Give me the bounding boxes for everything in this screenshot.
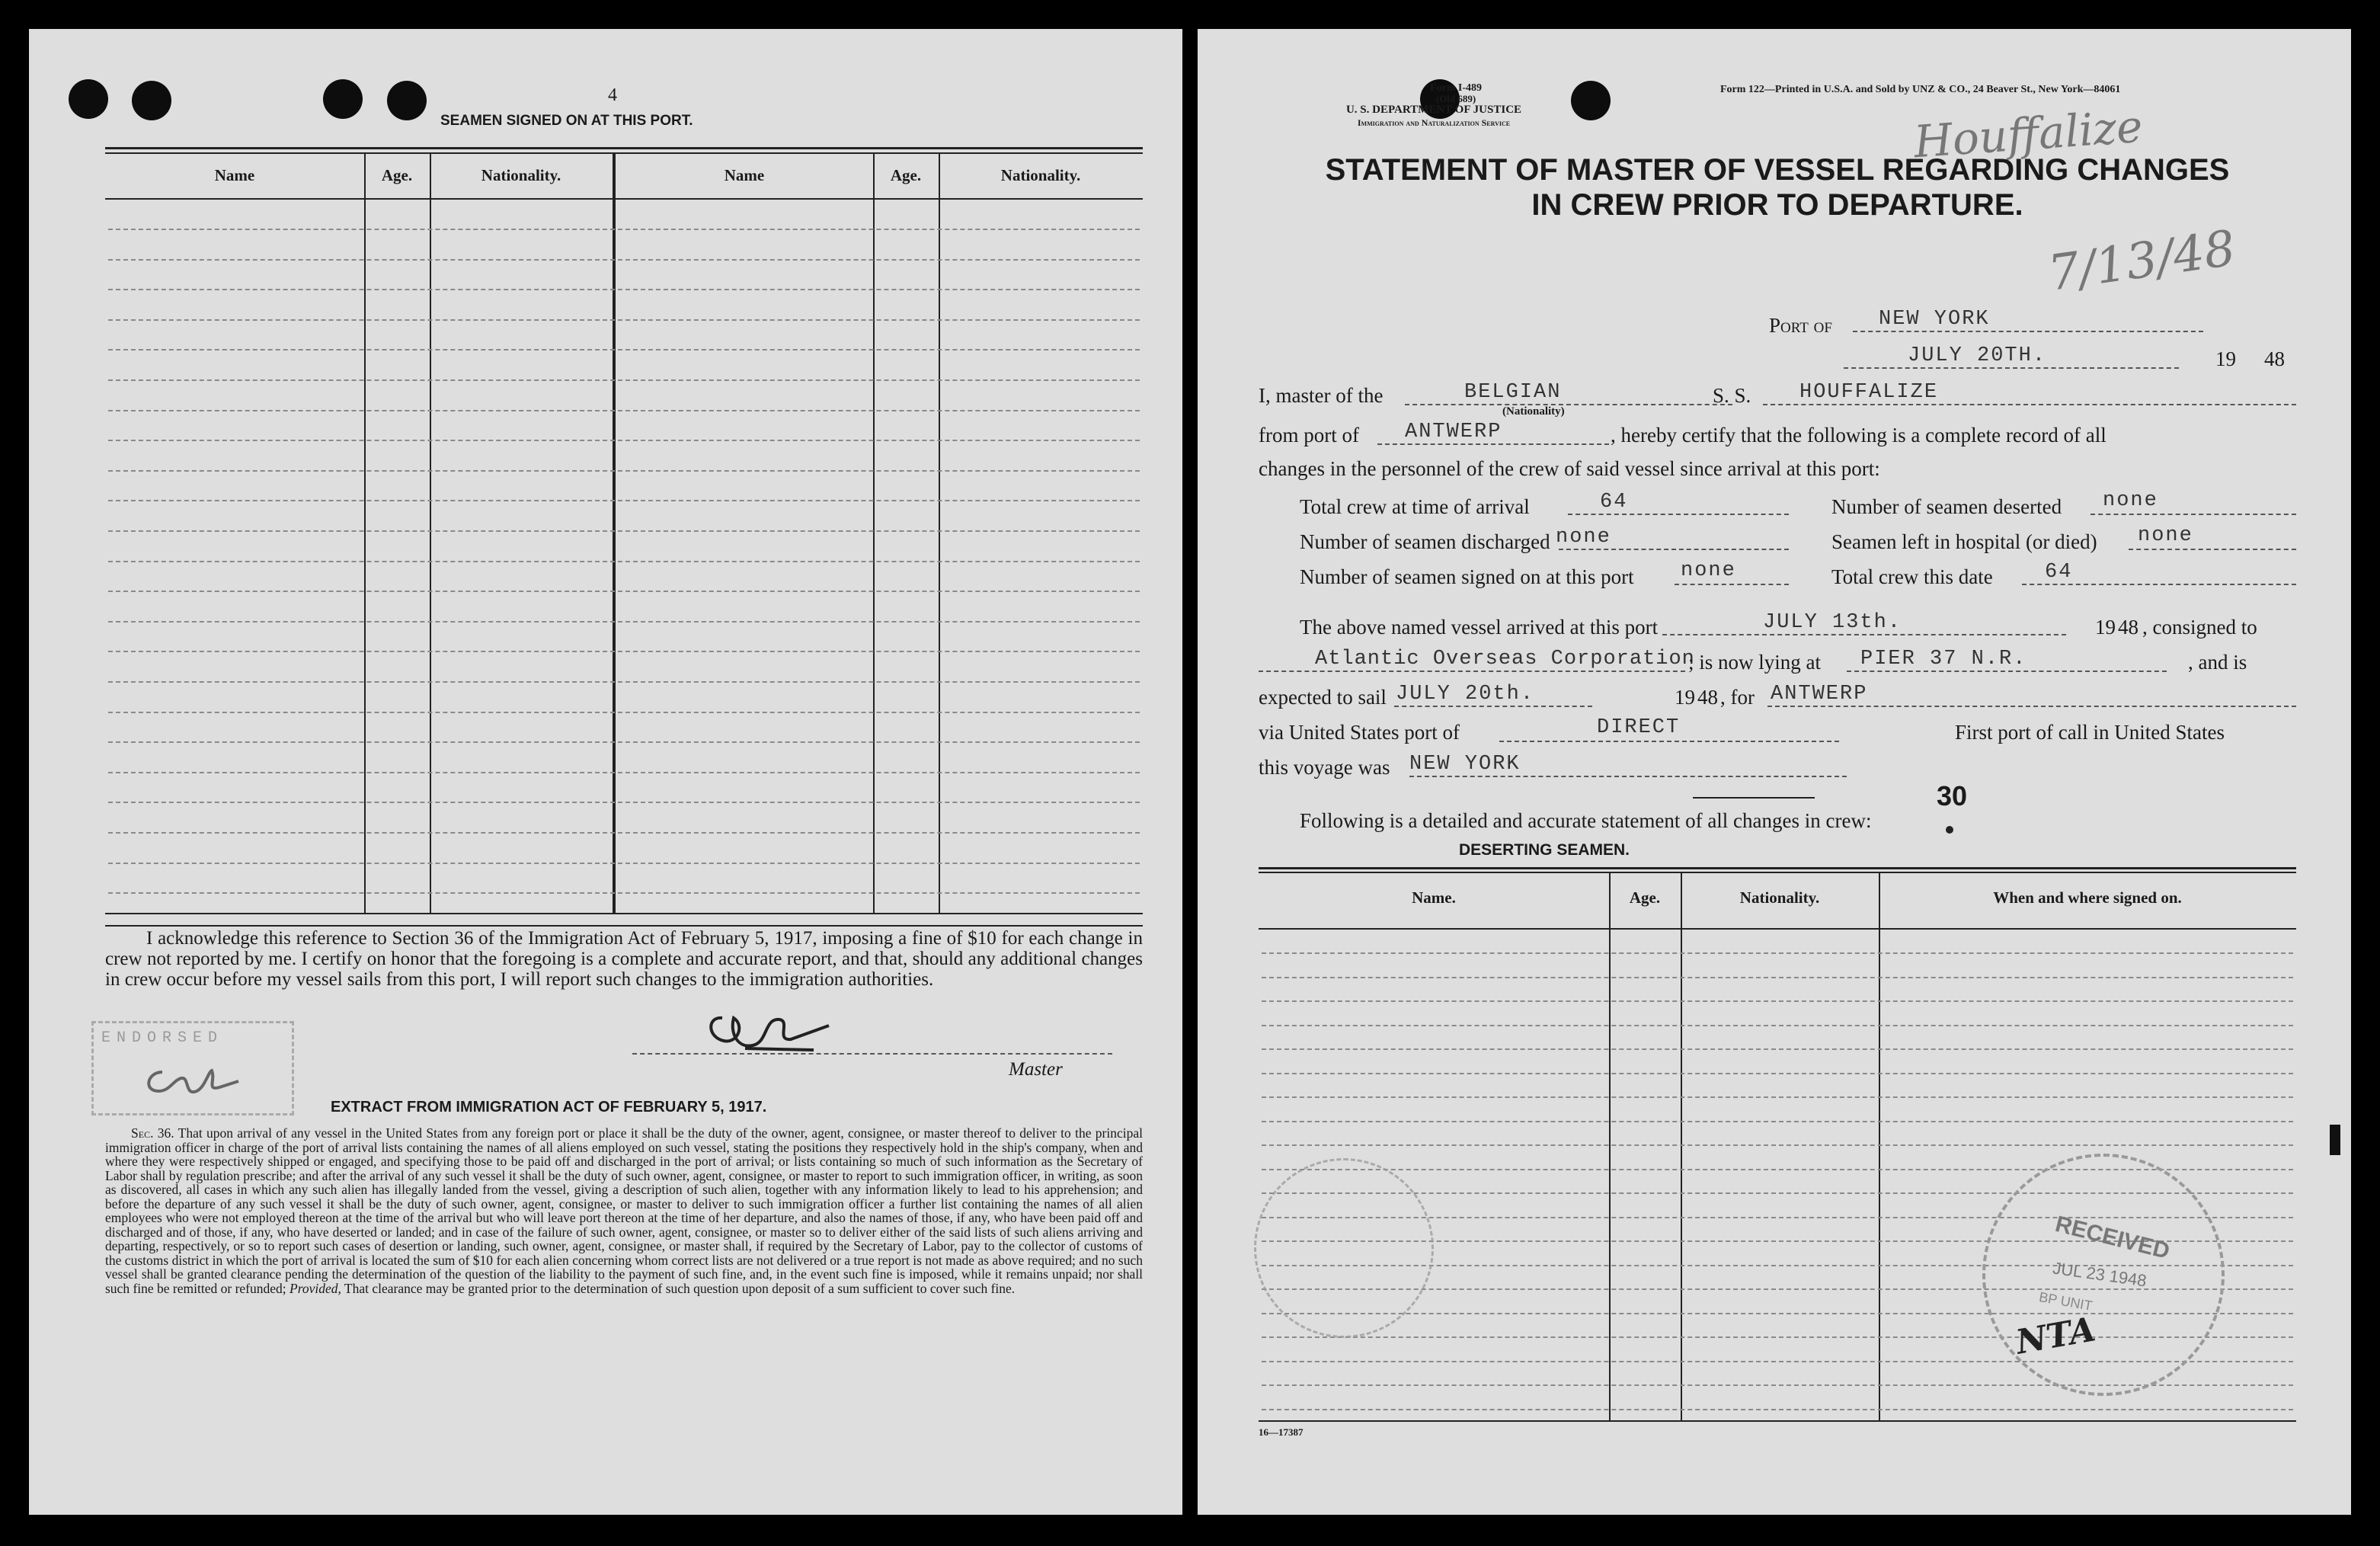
table-row bbox=[108, 530, 1140, 532]
total-crew-date-label: Total crew this date bbox=[1831, 565, 1993, 588]
service-name: Immigration and Naturalization Service bbox=[1357, 117, 1511, 128]
consignee-value: Atlantic Overseas Corporation bbox=[1315, 648, 1695, 671]
certify-text: , hereby certify that the following is a complete record of all bbox=[1611, 424, 2106, 447]
title-line-2: IN CREW PRIOR TO DEPARTURE. bbox=[1531, 188, 2023, 222]
for-label: , for bbox=[1720, 686, 1755, 709]
year-prefix: 19 bbox=[2215, 347, 2236, 370]
via-label: via United States port of bbox=[1259, 721, 1460, 744]
desert-col-age: Age. bbox=[1629, 888, 1661, 907]
punch-hole bbox=[69, 79, 108, 119]
form-title bbox=[1259, 152, 2296, 222]
table-row bbox=[108, 440, 1140, 441]
handwritten-date: 7/13/48 bbox=[2045, 220, 2239, 302]
punch-hole bbox=[132, 81, 171, 120]
table-row bbox=[108, 259, 1140, 261]
desert-table-bottom bbox=[1259, 1420, 2296, 1422]
left-page bbox=[29, 29, 1182, 1515]
total-crew-date-value: 64 bbox=[2045, 561, 2073, 584]
from-port-label: from port of bbox=[1259, 424, 1359, 447]
following-label: Following is a detailed and accurate statement of all changes in crew: bbox=[1300, 809, 1872, 832]
date-line bbox=[1844, 367, 2179, 369]
table-row bbox=[1262, 1073, 2293, 1074]
ss-label: S. S. bbox=[1713, 384, 1751, 407]
via-value: DIRECT bbox=[1597, 716, 1681, 739]
faint-stamp bbox=[1254, 1158, 1434, 1338]
table-row bbox=[108, 863, 1140, 864]
from-port-line bbox=[1377, 443, 1609, 445]
received-date: JUL 23 1948 bbox=[2051, 1258, 2148, 1291]
signed-on-label: Number of seamen signed on at this port bbox=[1300, 565, 1634, 588]
master-label: Master bbox=[1009, 1059, 1063, 1080]
desert-column-divider bbox=[1879, 872, 1880, 1420]
table-row bbox=[108, 772, 1140, 773]
table-row bbox=[108, 741, 1140, 743]
discharged-value: none bbox=[1556, 526, 1611, 549]
received-unit: BP UNIT bbox=[2037, 1289, 2094, 1314]
table-top-rule bbox=[105, 147, 1143, 149]
desert-col-nationality: Nationality. bbox=[1739, 888, 1820, 907]
hospital-value: none bbox=[2138, 524, 2193, 547]
form-old-id: (Old 689) bbox=[1435, 93, 1476, 104]
pier-line bbox=[1847, 671, 2167, 672]
lying-label: ; is now lying at bbox=[1688, 651, 1821, 674]
printer-line: Form 122—Printed in U.S.A. and Sold by UNZ & CO., 24 Beaver St., New York—84061 bbox=[1720, 84, 2121, 95]
desert-table-top bbox=[1259, 867, 2296, 869]
nationality-label: (Nationality) bbox=[1502, 405, 1565, 418]
edge-tab bbox=[2330, 1125, 2340, 1155]
hospital-label: Seamen left in hospital (or died) bbox=[1831, 530, 2097, 553]
ship-line bbox=[1763, 404, 2296, 405]
via-line bbox=[1499, 741, 1839, 742]
extract-body bbox=[105, 1126, 1143, 1295]
table-row bbox=[1262, 1121, 2293, 1122]
table-row bbox=[1262, 1025, 2293, 1026]
table-top-rule-2 bbox=[105, 152, 1143, 154]
signed-on-line bbox=[1675, 584, 1789, 585]
page-number: 4 bbox=[608, 85, 617, 105]
sail-year: 48 bbox=[1697, 686, 1718, 709]
port-line bbox=[1853, 331, 2203, 332]
section-rule bbox=[105, 925, 1143, 927]
this-voyage-label: this voyage was bbox=[1259, 756, 1390, 779]
table-row bbox=[1262, 1000, 2293, 1002]
stamp-text: ENDORSED bbox=[101, 1029, 224, 1047]
column-divider bbox=[939, 152, 940, 913]
from-port-value: ANTWERP bbox=[1405, 421, 1502, 443]
expected-label: expected to sail bbox=[1259, 686, 1387, 709]
deserted-label: Number of seamen deserted bbox=[1831, 495, 2062, 518]
extract-provided: Provided, bbox=[290, 1280, 341, 1296]
agency-name: U. S. DEPARTMENT OF JUSTICE bbox=[1345, 104, 1522, 116]
total-crew-date-line bbox=[2022, 584, 2296, 585]
sail-date-line bbox=[1394, 706, 1592, 707]
form-id: Form I-489 bbox=[1429, 82, 1483, 94]
col-header-age-2: Age. bbox=[890, 166, 922, 184]
table-row bbox=[108, 319, 1140, 321]
dot-mark bbox=[1946, 826, 1953, 834]
table-row bbox=[1262, 1144, 2293, 1146]
table-row bbox=[108, 289, 1140, 290]
received-initials: NTA bbox=[2013, 1310, 2099, 1362]
title-line-1: STATEMENT OF MASTER OF VESSEL REGARDING CHANGES bbox=[1325, 153, 2230, 187]
table-row bbox=[108, 229, 1140, 230]
column-divider bbox=[364, 152, 366, 913]
section-title: SEAMEN SIGNED ON AT THIS PORT. bbox=[440, 113, 693, 129]
right-page bbox=[1198, 29, 2351, 1515]
this-voyage-line bbox=[1409, 776, 1847, 777]
desert-table-top-2 bbox=[1259, 872, 2296, 873]
consignee-line bbox=[1259, 671, 1685, 672]
total-crew-arrival-line bbox=[1568, 514, 1789, 515]
form-number: 16—17387 bbox=[1259, 1426, 1304, 1438]
endorsed-stamp bbox=[91, 1021, 294, 1115]
table-row bbox=[108, 379, 1140, 381]
discharged-label: Number of seamen discharged bbox=[1300, 530, 1550, 553]
destination-line bbox=[1767, 706, 2296, 707]
signature-line bbox=[632, 1053, 1112, 1055]
col-header-nationality: Nationality. bbox=[481, 166, 561, 184]
desert-table-header-rule bbox=[1259, 928, 2296, 930]
table-bottom-rule bbox=[105, 913, 1143, 914]
and-is-label: , and is bbox=[2188, 651, 2247, 674]
table-row bbox=[1262, 1409, 2293, 1410]
desert-col-signed-on: When and where signed on. bbox=[1993, 888, 2182, 907]
table-header-rule bbox=[105, 198, 1143, 200]
column-divider bbox=[430, 152, 431, 913]
arrived-year: 48 bbox=[2118, 616, 2138, 639]
col-header-name-2: Name bbox=[724, 166, 765, 184]
punch-hole bbox=[323, 79, 363, 119]
arrived-line bbox=[1662, 634, 2066, 635]
table-row bbox=[1262, 977, 2293, 978]
table-row bbox=[108, 892, 1140, 894]
arrived-value: JULY 13th. bbox=[1763, 611, 1902, 634]
table-row bbox=[108, 591, 1140, 592]
table-row bbox=[108, 621, 1140, 623]
total-crew-arrival-label: Total crew at time of arrival bbox=[1300, 495, 1530, 518]
deserted-line bbox=[2090, 514, 2296, 515]
arrived-label: The above named vessel arrived at this port bbox=[1300, 616, 1659, 639]
pier-value: PIER 37 N.R. bbox=[1860, 648, 2027, 671]
sail-date: JULY 20th. bbox=[1396, 683, 1535, 706]
extract-body-text: That upon arrival of any vessel in the United States from any foreign port or place it shall be the duty of the owner, agent, consignee, or master thereof to deliver to the principal immigration officer in charge of the port of arrival lists containing the names of all aliens employed on such vessel, stating the positions they respectively hold in the ship's company, when and where they were respectively shipped or engaged, and specifying those to be paid off and discharged in the port of arrival; or lists containing so much of such information as the Secretary of Labor shall by regulation prescribe; and after the arrival of any such vessel it shall be the duty of such owner, agent, consignee, or master to report to such immigration officer, in writing, as soon as discovered, all cases in which any such alien has illegally landed from the vessel, giving a description of such alien, together with any information likely to lead to his apprehension; and before the departure of any such vessel it shall be the duty of such owner, agent, consignee, or master to deliver to such immigration officer a further list containing the names of all alien employees who were not employed thereon at the time of the arrival but who will leave port thereon at the time of her departure, and also the names of those, if any, who have been paid off and discharged and of those, if any, who have deserted or landed; and in case of the failure of such owner, agent, consignee, or master so to deliver either of the said lists of such aliens arriving and departing, respectively, or so to report such cases of desertion or landing, such owner, agent, consignee, or master shall, if required by the Secretary of Labor, pay to the collector of customs of the customs district in which the port of arrival is located the sum of $10 for each alien concerning whom correct lists are not delivered or a true report is not made as above required; and no such vessel shall be granted clearance pending the determination of the question of the liability to the payment of such fine, and, in the event such fine is imposed, while it remains unpaid; nor shall such fine be remitted or refunded; bbox=[105, 1125, 1143, 1296]
table-row bbox=[108, 832, 1140, 834]
nationality-value: BELGIAN bbox=[1464, 381, 1562, 404]
desert-column-divider bbox=[1609, 872, 1611, 1420]
this-voyage-value: NEW YORK bbox=[1409, 753, 1521, 776]
punch-hole bbox=[1571, 81, 1611, 120]
table-row bbox=[108, 802, 1140, 803]
signed-on-value: none bbox=[1681, 559, 1736, 582]
year-value: 48 bbox=[2264, 347, 2285, 370]
table-row bbox=[1262, 1096, 2293, 1098]
consigned-to-label: , consigned to bbox=[2142, 616, 2257, 639]
acknowledgement-text: I acknowledge this reference to Section 36 of the Immigration Act of February 5, 1917, imposing a fine of $10 for each change in crew not reported by me. I certify on honor that the foregoing is a complete and accurate report, and that, should any additional changes in crew occur before my vessel sails from this port, I will report such changes to the immigration authorities. bbox=[105, 928, 1143, 990]
short-rule bbox=[1693, 797, 1815, 799]
nationality-line bbox=[1405, 404, 1732, 405]
col-header-nationality-2: Nationality. bbox=[1000, 166, 1081, 184]
initials-signature bbox=[139, 1057, 254, 1103]
arrived-year-prefix: 19 bbox=[2095, 616, 2116, 639]
extract-lead: Sec. 36. bbox=[131, 1125, 174, 1141]
table-row bbox=[1262, 952, 2293, 954]
table-row bbox=[108, 470, 1140, 472]
ship-name: HOUFFALIZE bbox=[1799, 381, 1939, 404]
changes-line: changes in the personnel of the crew of said vessel since arrival at this port: bbox=[1259, 457, 1880, 480]
extract-title: EXTRACT FROM IMMIGRATION ACT OF FEBRUARY 5, 1917. bbox=[331, 1099, 767, 1115]
desert-column-divider bbox=[1681, 872, 1682, 1420]
page-mark: 30 bbox=[1937, 780, 1968, 811]
port-value: NEW YORK bbox=[1879, 308, 1990, 331]
punch-hole bbox=[387, 81, 427, 120]
received-text: RECEIVED bbox=[2052, 1211, 2173, 1265]
table-row bbox=[108, 651, 1140, 652]
discharged-line bbox=[1559, 549, 1789, 550]
handwritten-ship-name: Houffalize bbox=[1911, 100, 2145, 168]
table-row bbox=[108, 681, 1140, 683]
table-row bbox=[1262, 1048, 2293, 1050]
received-stamp bbox=[1982, 1154, 2225, 1396]
port-label: Port of bbox=[1769, 314, 1832, 337]
deserting-title: DESERTING SEAMEN. bbox=[1458, 841, 1630, 859]
table-row bbox=[108, 561, 1140, 562]
desert-col-name: Name. bbox=[1412, 888, 1456, 907]
table-row bbox=[108, 500, 1140, 501]
first-port-label: First port of call in United States bbox=[1955, 721, 2225, 744]
table-row bbox=[108, 349, 1140, 350]
column-divider bbox=[613, 152, 616, 913]
column-divider bbox=[873, 152, 875, 913]
destination-value: ANTWERP bbox=[1771, 683, 1868, 706]
deserted-value: none bbox=[2103, 489, 2158, 512]
col-header-age: Age. bbox=[381, 166, 413, 184]
table-row bbox=[108, 712, 1140, 713]
master-of-label: I, master of the bbox=[1259, 384, 1384, 407]
table-row bbox=[108, 410, 1140, 411]
col-header-name: Name bbox=[214, 166, 255, 184]
date-value: JULY 20TH. bbox=[1908, 344, 2047, 367]
extract-tail: That clearance may be granted prior to the determination of such question upon deposit of a sum sufficient to cover such fine. bbox=[341, 1280, 1016, 1296]
total-crew-arrival-value: 64 bbox=[1600, 491, 1628, 514]
sail-year-prefix: 19 bbox=[1675, 686, 1695, 709]
hospital-line bbox=[2129, 549, 2296, 550]
